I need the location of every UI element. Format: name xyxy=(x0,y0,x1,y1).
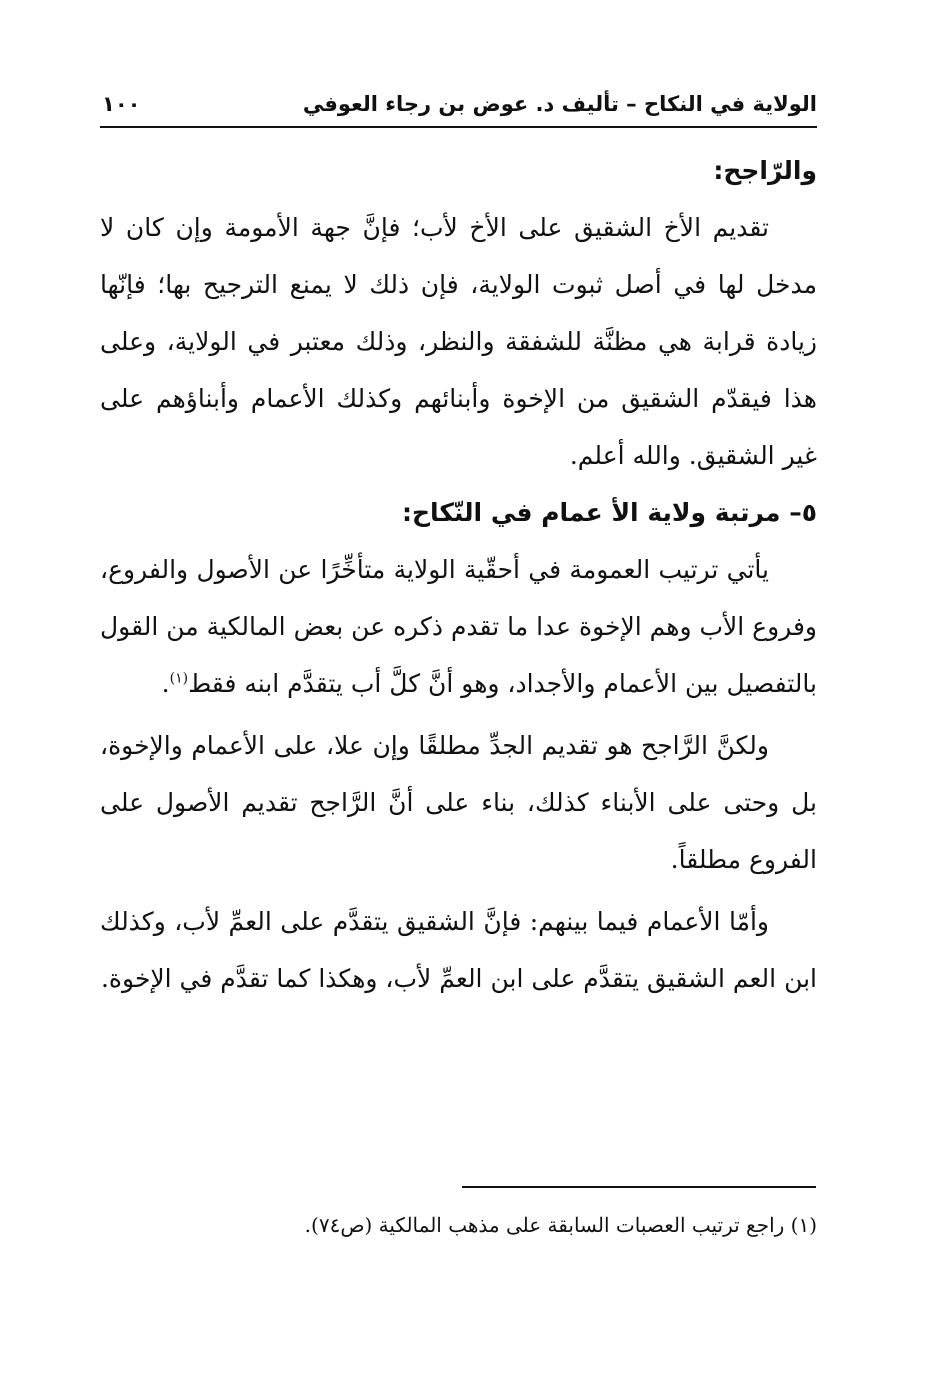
footnote-rule xyxy=(462,1186,816,1188)
page-number: ١٠٠ xyxy=(102,92,141,116)
paragraph-grandfather-precedence: ولكنَّ الرَّاجح هو تقديم الجدِّ مطلقًا وإن علا، على الأعمام والإخوة، بل وحتى على الأبناء كذلك، بناء على أنَّ الرَّاجح تقديم الأصول على الفروع مطلقاً. xyxy=(100,731,817,874)
paragraph-uncles-order-text: يأتي ترتيب العمومة في أحقّية الولاية متأخِّرًا عن الأصول والفروع، وفروع الأب وهم الإخوة عدا ما تقدم ذكره عن بعض المالكية من القول بالتفصيل بين الأعمام والأجداد، وهو أنَّ كلَّ أب يتقدَّم ابنه فقط xyxy=(100,555,817,698)
running-title: الولاية في النكاح – تأليف د. عوض بن رجاء العوفي xyxy=(302,92,817,116)
paragraph-uncles-order xyxy=(100,541,817,712)
main-text xyxy=(100,142,817,1007)
running-header xyxy=(100,88,817,122)
footnote: (١) راجع ترتيب العصبات السابقة على مذهب المالكية (ص٧٤). xyxy=(304,1213,817,1237)
footnote-reference[interactable]: (١) xyxy=(169,670,189,687)
paragraph-uncles-among-themselves: وأمّا الأعمام فيما بينهم: فإنَّ الشقيق يتقدَّم على العمِّ لأب، وكذلك ابن العم الشقيق يتقدَّم على ابن العمِّ لأب، وهكذا كما تقدَّم في الإخوة. xyxy=(100,907,817,993)
section-heading-preferred-view: والرّاجح: xyxy=(713,156,817,185)
paragraph-preferred-view: تقديم الأخ الشقيق على الأخ لأب؛ فإنَّ جهة الأمومة وإن كان لا مدخل لها في أصل ثبوت الولاية، فإن ذلك لا يمنع الترجيح بها؛ فإنّها زيادة قرابة هي مظنَّة للشفقة والنظر، وذلك معتبر في الولاية، وعلى هذا فيقدّم الشقيق من الإخوة وأبنائهم وكذلك الأعمام وأبناؤهم على غير الشقيق. والله أعلم. xyxy=(100,213,817,470)
section-heading-uncles-guardianship: ٥– مرتبة ولاية الأ عمام في النّكاح: xyxy=(402,498,817,527)
header-rule xyxy=(100,126,817,128)
paragraph-uncles-order-end: . xyxy=(161,669,170,698)
